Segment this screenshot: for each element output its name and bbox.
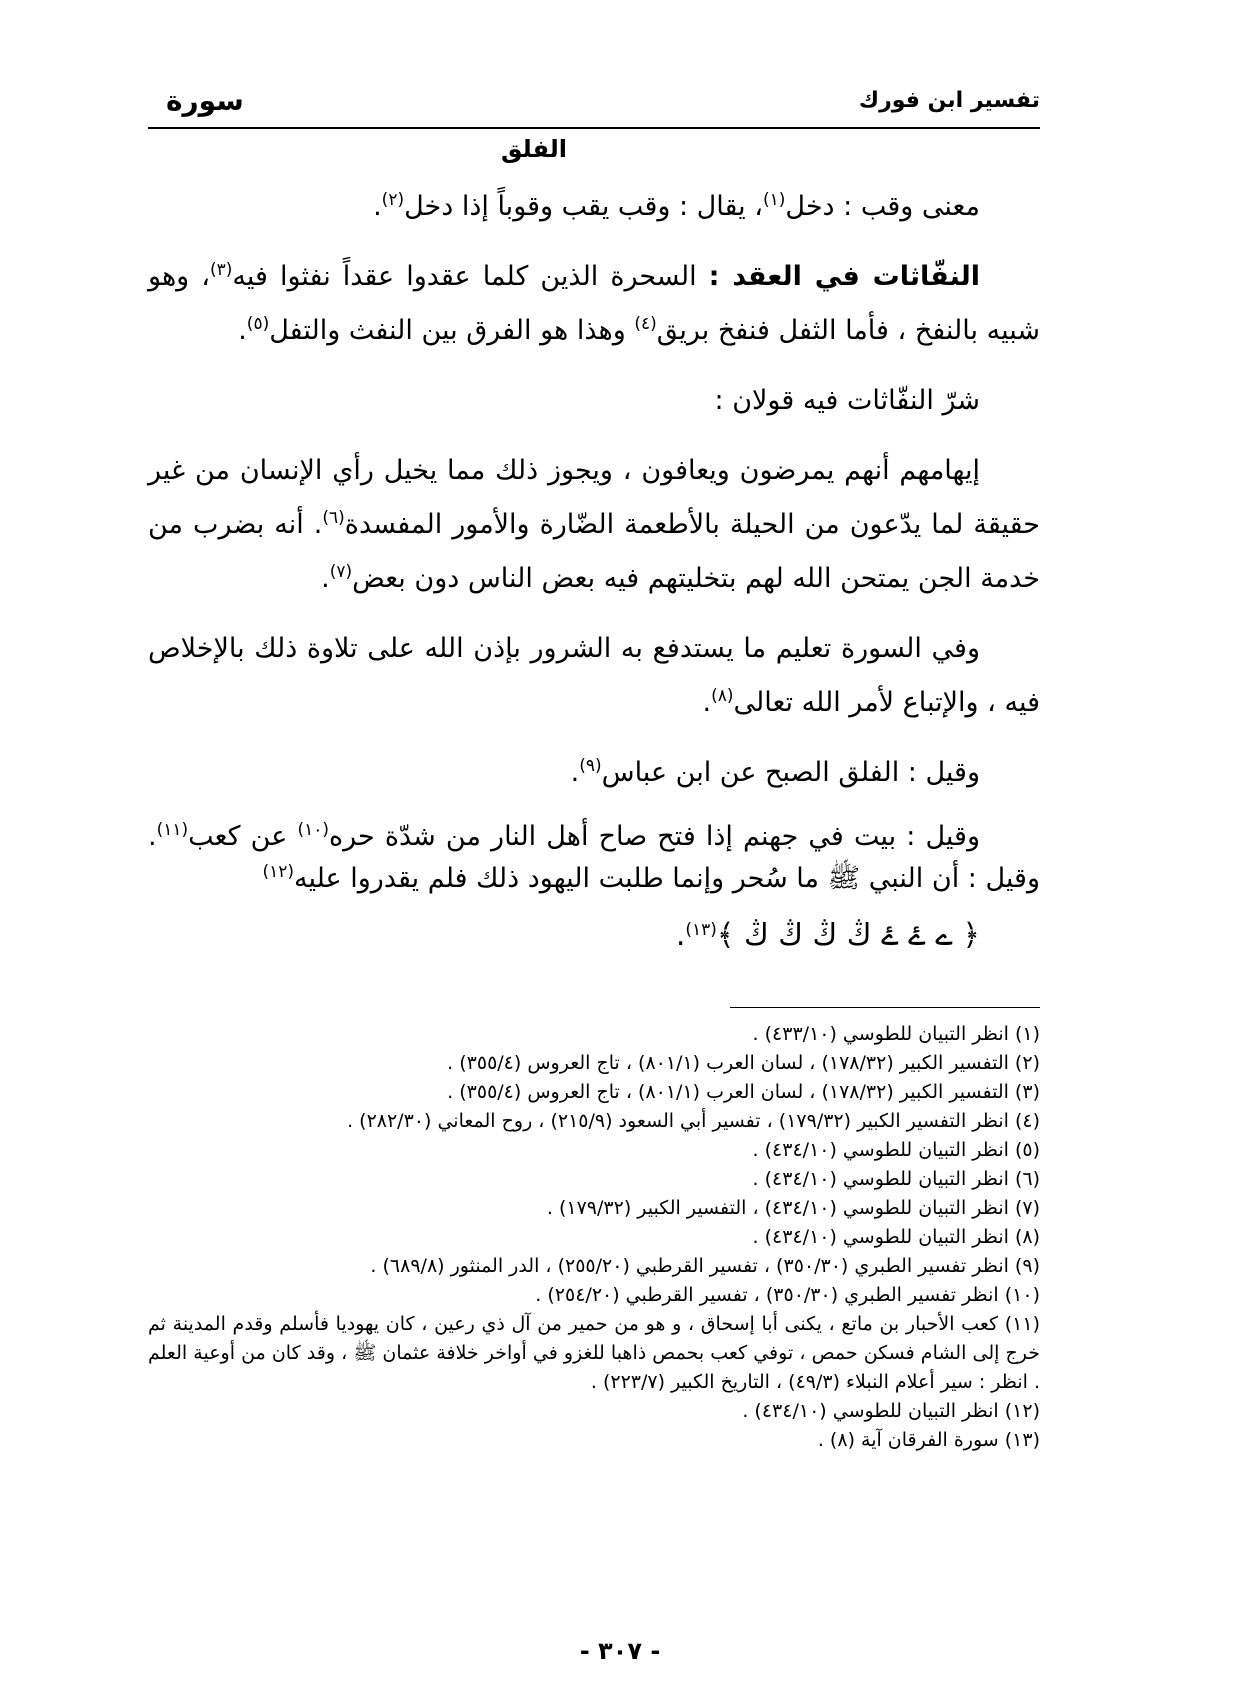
footnote-9: (٩) انظر تفسير الطبري (٣٥٠/٣٠) ، تفسير القرطبي (٢٥٥/٢٠) ، الدر المنثور (٦٨٩/٨) . (370, 1255, 1040, 1277)
text-run: السحرة الذين كلما عقدوا عقداً نفثوا فيه (232, 261, 709, 292)
footnote-ref: (١٠) (297, 820, 329, 840)
footnote-separator (730, 1007, 1040, 1008)
text-run: . (321, 563, 330, 594)
footnote-ref: (٢) (381, 190, 405, 210)
book-title: تفسير ابن فورك (858, 88, 1040, 113)
footnote-10: (١٠) انظر تفسير الطبري (٣٥٠/٣٠) ، تفسير القرطبي (٢٥٤/٢٠) . (535, 1284, 1040, 1306)
running-header (148, 84, 1040, 124)
paragraph-7 (148, 816, 1040, 900)
footnote-6: (٦) انظر التبيان للطوسي (٤٣٤/١٠) . (752, 1168, 1040, 1190)
footnote-ref: (٤) (634, 314, 657, 334)
paragraph-3: شرّ النفّاثات فيه قولان : (714, 385, 980, 416)
footnote-11: (١١) كعب الأحبار بن ماتع ، يكنى أبا إسحاق ، و هو من حمير من آل ذي رعين ، كان يهوديا فأسلم وقدم المدينة ثم خرج إلى الشام فسكن حمص ، توفي كعب بحمص ذاهبا للغزو في أواخر خلافة عثمان ﷺ ، وقد كان من أوعية العلم . انظر : سير أعلام النبلاء (٤٩/٣) ، التاريخ الكبير (٢٢٣/٧) . (148, 1313, 1040, 1393)
footnote-ref: (٨) (711, 686, 734, 706)
footnote-ref: (٧) (329, 562, 353, 582)
footnote-7: (٧) انظر التبيان للطوسي (٤٣٤/١٠) ، التفسير الكبير (١٧٩/٣٢) . (546, 1197, 1040, 1219)
footnote-12: (١٢) انظر التبيان للطوسي (٤٣٤/١٠) . (742, 1400, 1040, 1422)
paragraph-2 (148, 250, 1040, 358)
verse-text: ﴿ ے ۓ ۓ ڭ ڭ ڭ ڭ ﴾ (716, 918, 980, 953)
footnote-ref: (٥) (246, 314, 270, 334)
footnote-2: (٢) التفسير الكبير (١٧٨/٣٢) ، لسان العرب (٨٠١/١) ، تاج العروس (٣٥٥/٤) . (447, 1052, 1040, 1074)
footnote-3: (٣) التفسير الكبير (١٧٨/٣٢) ، لسان العرب (٨٠١/١) ، تاج العروس (٣٥٥/٤) . (447, 1081, 1040, 1103)
text-run: . (373, 191, 382, 222)
text-run: وقيل : الفلق الصبح عن ابن عباس (601, 757, 980, 788)
footnotes (148, 1020, 1040, 1455)
text-run: إيهامهم أنهم يمرضون ويعافون ، ويجوز ذلك مما يخيل رأي الإنسان من غير حقيقة لما يدّعون من الحيلة بالأطعمة الضّارة والأمور المفسدة (148, 455, 1040, 540)
paragraph-5 (148, 622, 1040, 730)
text-run: . وقيل : أن النبي ﷺ ما سُحر وإنما طلبت اليهود ذلك فلم يقدروا عليه (148, 821, 1040, 894)
surah-label: سورة (166, 84, 244, 117)
footnote-ref: (١٢) (262, 862, 294, 882)
text-run: . (238, 315, 247, 346)
header-rule (148, 127, 1040, 129)
footnote-ref: (٦) (322, 508, 345, 528)
text-run: ، وهو شبيه بالنفخ ، فأما الثفل فنفخ بريق (148, 261, 1040, 346)
text-run: معنى وقب : دخل (785, 191, 980, 222)
text-run: عن كعب (188, 821, 298, 852)
footnote-5: (٥) انظر التبيان للطوسي (٤٣٤/١٠) . (752, 1139, 1040, 1161)
footnote-ref: (١١) (156, 820, 189, 840)
footnote-ref: (١٣) (685, 920, 717, 940)
paragraph-6 (148, 746, 1040, 800)
footnote-13: (١٣) سورة الفرقان آية (٨) . (817, 1429, 1040, 1451)
page-number: - ٣٠٧ - (579, 1637, 661, 1665)
body-text (148, 180, 1040, 972)
footnote-ref: (٩) (579, 756, 602, 776)
text-run: . أنه بضرب من خدمة الجن يمتحن الله لهم بتخليتهم فيه بعض الناس دون بعض (148, 509, 1040, 594)
text-run: وفي السورة تعليم ما يستدفع به الشرور بإذن الله على تلاوة ذلك بالإخلاص فيه ، والإتباع لأمر الله تعالى (148, 633, 1040, 718)
footnote-ref: (١) (762, 190, 786, 210)
term-heading: النفّاثات في العقد : (708, 261, 980, 292)
footnote-1: (١) انظر التبيان للطوسي (٤٣٣/١٠) . (752, 1023, 1040, 1045)
text-run: . (570, 757, 580, 788)
chapter-title: الفلق (501, 135, 567, 163)
quran-verse (148, 916, 1040, 956)
paragraph-1 (148, 180, 1040, 234)
text-run: وهذا هو الفرق بين النفث والتفل (269, 315, 635, 346)
text-run: . (702, 687, 712, 718)
text-run: ، يقال : وقب يقب وقوباً إذا دخل (404, 191, 763, 222)
footnote-4: (٤) انظر التفسير الكبير (١٧٩/٣٢) ، تفسير أبي السعود (٢١٥/٩) ، روح المعاني (٢٨٢/٣٠) . (347, 1110, 1040, 1132)
paragraph-4 (148, 444, 1040, 606)
text-run: وقيل : بيت في جهنم إذا فتح صاح أهل النار من شدّة حره (328, 821, 980, 852)
text-run: . (675, 918, 686, 953)
footnote-ref: (٣) (209, 260, 233, 280)
footnote-8: (٨) انظر التبيان للطوسي (٤٣٤/١٠) . (752, 1226, 1040, 1248)
